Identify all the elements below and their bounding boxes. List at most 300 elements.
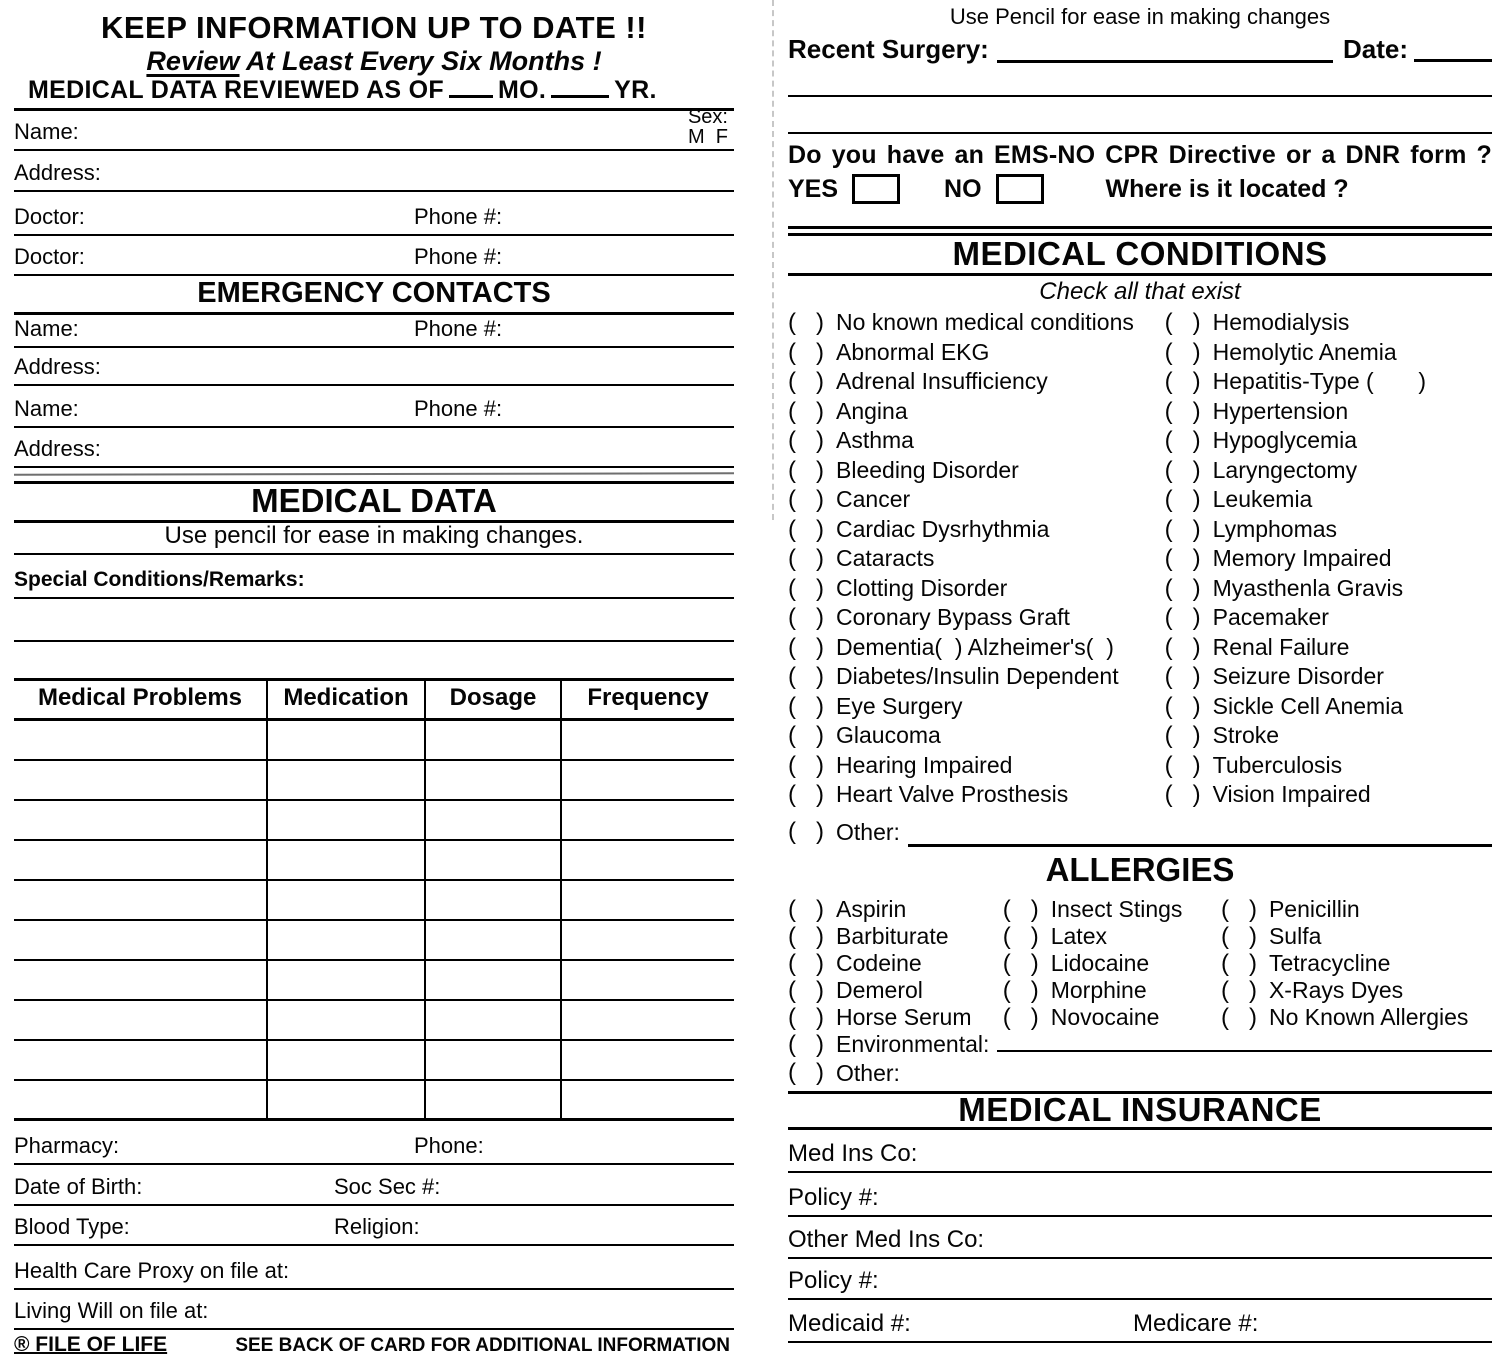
right-page xyxy=(770,0,1500,1355)
condition-label: Eye Surgery xyxy=(836,692,963,719)
allergy-checkbox[interactable]: ( ) xyxy=(788,922,824,950)
medicare-label: Medicare #: xyxy=(1133,1309,1259,1337)
allergy-item xyxy=(1003,950,1221,977)
table-row xyxy=(14,960,734,1000)
condition-item xyxy=(1165,544,1492,574)
doctor-label: Doctor: xyxy=(14,204,85,229)
allergies-other-row xyxy=(788,1058,1492,1094)
table-row xyxy=(14,840,734,880)
dob-label: Date of Birth: xyxy=(14,1174,143,1199)
table-cell xyxy=(267,760,425,800)
allergy-label: X-Rays Dyes xyxy=(1268,976,1404,1003)
other-med-ins-co-row xyxy=(788,1217,1492,1259)
emergency-address2-row xyxy=(14,428,734,468)
condition-label: Heart Valve Prosthesis xyxy=(836,781,1069,807)
table-cell xyxy=(425,800,561,840)
condition-item xyxy=(1165,721,1492,751)
table-cell xyxy=(14,1080,267,1120)
allergy-label: Morphine xyxy=(1050,976,1147,1003)
allergy-label: Tetracycline xyxy=(1268,949,1391,976)
condition-item xyxy=(1165,367,1492,397)
blood-type-row xyxy=(14,1206,734,1246)
other-med-ins-co-label: Other Med Ins Co: xyxy=(788,1225,985,1253)
condition-label: Hypertension xyxy=(1212,397,1349,424)
condition-label: Abnormal EKG xyxy=(836,338,990,365)
policy2-row xyxy=(788,1259,1492,1300)
sex-field xyxy=(688,107,728,147)
condition-checkbox[interactable]: ( ) xyxy=(788,486,824,513)
condition-label: Angina xyxy=(836,397,908,424)
table-cell xyxy=(425,720,561,760)
section-divider xyxy=(788,207,1492,229)
table-cell xyxy=(267,880,425,920)
allergy-checkbox[interactable]: ( ) xyxy=(1220,976,1257,1004)
condition-item xyxy=(788,515,1165,545)
special-conditions-blank-line xyxy=(14,599,734,642)
table-cell xyxy=(267,1000,425,1040)
table-cell xyxy=(561,800,734,840)
condition-label: Vision Impaired xyxy=(1212,781,1371,807)
table-cell xyxy=(14,760,267,800)
table-row xyxy=(14,760,734,800)
condition-checkbox[interactable]: ( ) xyxy=(788,309,824,336)
reviewed-as-of-line xyxy=(14,77,734,111)
condition-item xyxy=(1165,397,1492,427)
table-cell xyxy=(14,880,267,920)
address-row xyxy=(14,151,734,192)
condition-checkbox[interactable]: ( ) xyxy=(1164,781,1201,808)
emergency-contacts-header: EMERGENCY CONTACTS xyxy=(14,276,734,315)
condition-item xyxy=(788,456,1165,486)
table-cell xyxy=(425,960,561,1000)
allergy-checkbox[interactable]: ( ) xyxy=(1002,922,1039,950)
religion-label: Religion: xyxy=(334,1214,420,1239)
condition-checkbox[interactable]: ( ) xyxy=(1164,397,1201,425)
condition-item xyxy=(1165,308,1492,338)
allergy-item xyxy=(1003,1004,1221,1031)
condition-label: Renal Failure xyxy=(1212,633,1350,660)
condition-label: Adrenal Insufficiency xyxy=(836,368,1048,394)
allergy-label: Novocaine xyxy=(1050,1003,1160,1030)
phone-label: Phone #: xyxy=(414,316,503,341)
condition-item xyxy=(788,751,1165,781)
condition-label: Hearing Impaired xyxy=(836,751,1013,778)
condition-item xyxy=(1165,574,1492,604)
month-blank xyxy=(449,78,493,98)
condition-item xyxy=(788,574,1165,604)
table-cell xyxy=(561,1080,734,1120)
condition-item xyxy=(1165,338,1492,368)
allergy-item xyxy=(1221,1004,1492,1031)
living-will-row xyxy=(14,1290,734,1330)
recent-surgery-row xyxy=(788,30,1492,62)
allergy-label: Penicillin xyxy=(1268,895,1360,922)
phone-label: Phone #: xyxy=(414,396,503,421)
living-will-label: Living Will on file at: xyxy=(14,1298,209,1323)
table-header-cell: Dosage xyxy=(425,680,561,720)
condition-label: Clotting Disorder xyxy=(836,574,1008,601)
table-cell xyxy=(561,840,734,880)
reviewed-prefix: MEDICAL DATA REVIEWED AS OF xyxy=(28,76,444,104)
condition-checkbox[interactable]: ( ) xyxy=(788,397,824,425)
allergy-checkbox[interactable]: ( ) xyxy=(1002,949,1039,977)
medical-data-header: MEDICAL DATA xyxy=(14,481,734,523)
condition-label: Hypoglycemia xyxy=(1212,427,1358,453)
condition-label: Leukemia xyxy=(1212,486,1313,512)
condition-item xyxy=(1165,515,1492,545)
med-ins-co-label: Med Ins Co: xyxy=(788,1139,918,1167)
allergies-column-1 xyxy=(788,896,1003,1031)
allergy-checkbox[interactable]: ( ) xyxy=(1220,1003,1257,1031)
table-cell xyxy=(561,720,734,760)
allergy-item xyxy=(788,923,1003,950)
condition-item xyxy=(1165,780,1492,810)
other-label: Other: xyxy=(836,818,900,845)
table-row xyxy=(14,1080,734,1120)
table-header-cell: Medication xyxy=(267,680,425,720)
condition-item xyxy=(1165,426,1492,456)
environmental-label: Environmental: xyxy=(836,1030,990,1057)
conditions-other-row xyxy=(788,810,1492,846)
table-cell xyxy=(14,800,267,840)
condition-label: Hemolytic Anemia xyxy=(1212,338,1397,365)
table-cell xyxy=(561,960,734,1000)
doctor-label: Doctor: xyxy=(14,244,85,269)
medications-table xyxy=(14,678,734,1121)
allergy-item xyxy=(788,950,1003,977)
surgery-blank-line-1 xyxy=(788,62,1492,97)
name-label: Name: xyxy=(14,396,79,421)
table-cell xyxy=(425,760,561,800)
policy-label: Policy #: xyxy=(788,1183,879,1211)
condition-item xyxy=(788,544,1165,574)
condition-checkbox[interactable]: ( ) xyxy=(788,545,824,572)
blood-type-label: Blood Type: xyxy=(14,1214,130,1239)
allergy-checkbox[interactable]: ( ) xyxy=(788,976,824,1004)
allergy-label: Lidocaine xyxy=(1050,949,1150,976)
date-blank xyxy=(1414,54,1492,62)
table-cell xyxy=(267,1080,425,1120)
table-row xyxy=(14,720,734,760)
no-label: NO xyxy=(944,174,982,203)
special-conditions-label: Special Conditions/Remarks: xyxy=(14,568,305,591)
condition-checkbox[interactable]: ( ) xyxy=(1164,545,1201,572)
condition-label: Coronary Bypass Graft xyxy=(836,604,1070,630)
condition-label: Cancer xyxy=(836,486,911,512)
condition-item xyxy=(1165,662,1492,692)
condition-label: Bleeding Disorder xyxy=(836,456,1019,483)
sex-label: Sex: xyxy=(687,106,728,128)
allergies-columns xyxy=(788,896,1492,1031)
special-conditions-row xyxy=(14,555,734,599)
condition-item xyxy=(1165,692,1492,722)
condition-checkbox[interactable]: ( ) xyxy=(788,368,824,395)
condition-checkbox[interactable]: ( ) xyxy=(788,692,824,720)
condition-label: Cataracts xyxy=(836,545,935,571)
condition-item xyxy=(788,485,1165,515)
table-cell xyxy=(561,760,734,800)
allergy-item xyxy=(1221,950,1492,977)
table-cell xyxy=(425,840,561,880)
allergies-header: ALLERGIES xyxy=(1045,850,1235,888)
allergy-label: Aspirin xyxy=(836,895,907,922)
condition-label: Asthma xyxy=(836,427,914,453)
allergy-label: Demerol xyxy=(836,976,923,1003)
left-page xyxy=(0,0,744,1355)
condition-label: Laryngectomy xyxy=(1212,456,1358,483)
allergy-label: Barbiturate xyxy=(836,922,949,949)
proxy-label: Health Care Proxy on file at: xyxy=(14,1258,290,1283)
medical-insurance-header: MEDICAL INSURANCE xyxy=(788,1094,1492,1130)
condition-checkbox[interactable]: ( ) xyxy=(788,781,824,808)
allergy-checkbox[interactable]: ( ) xyxy=(1220,922,1257,950)
other-label: Other: xyxy=(836,1059,900,1086)
condition-item xyxy=(1165,751,1492,781)
table-cell xyxy=(267,840,425,880)
phone-label: Phone #: xyxy=(414,204,503,229)
pencil-note-right: Use Pencil for ease in making changes xyxy=(949,4,1331,29)
condition-label: Dementia( ) Alzheimer's( ) xyxy=(836,633,1114,660)
condition-checkbox[interactable]: ( ) xyxy=(1164,427,1201,454)
dnr-question: Do you have an EMS-NO CPR Directive or a DNR form ? xyxy=(788,141,1492,169)
allergy-checkbox[interactable]: ( ) xyxy=(1002,976,1039,1004)
condition-checkbox[interactable]: ( ) xyxy=(1164,309,1201,336)
surgery-blank-line-2 xyxy=(788,97,1492,134)
health-care-proxy-row xyxy=(14,1246,734,1290)
condition-item xyxy=(788,692,1165,722)
table-row xyxy=(14,1000,734,1040)
dob-row xyxy=(14,1165,734,1206)
condition-checkbox[interactable]: ( ) xyxy=(788,604,824,631)
allergy-checkbox[interactable]: ( ) xyxy=(1220,949,1257,977)
condition-label: Tuberculosis xyxy=(1212,751,1343,778)
review-word: Review xyxy=(146,46,240,76)
table-cell xyxy=(14,920,267,960)
condition-checkbox[interactable]: ( ) xyxy=(1164,722,1201,749)
table-cell xyxy=(14,1000,267,1040)
condition-label: Seizure Disorder xyxy=(1212,663,1384,689)
policy-label: Policy #: xyxy=(788,1266,879,1294)
medical-conditions-header: MEDICAL CONDITIONS xyxy=(788,233,1492,276)
allergy-item xyxy=(1221,923,1492,950)
table-cell xyxy=(561,1000,734,1040)
address-label: Address: xyxy=(14,354,101,379)
see-back-note: SEE BACK OF CARD FOR ADDITIONAL INFORMATION xyxy=(235,1335,730,1355)
table-cell xyxy=(14,720,267,760)
table-row xyxy=(14,880,734,920)
name-label: Name: xyxy=(14,119,79,144)
allergy-checkbox[interactable]: ( ) xyxy=(788,1003,824,1031)
allergy-label: No Known Allergies xyxy=(1268,1003,1469,1030)
yr-label: YR. xyxy=(614,76,657,104)
allergy-item xyxy=(1003,896,1221,923)
condition-checkbox[interactable]: ( ) xyxy=(788,574,824,602)
condition-checkbox[interactable]: ( ) xyxy=(1164,604,1201,631)
condition-checkbox[interactable]: ( ) xyxy=(788,663,824,690)
condition-item xyxy=(788,633,1165,663)
condition-label: Glaucoma xyxy=(836,722,941,748)
condition-item xyxy=(788,426,1165,456)
condition-label: Memory Impaired xyxy=(1212,545,1392,571)
phone-label: Phone: xyxy=(414,1133,484,1158)
allergies-column-2 xyxy=(1003,896,1221,1031)
review-rest: At Least Every Six Months ! xyxy=(239,46,602,76)
condition-checkbox[interactable]: ( ) xyxy=(1164,338,1201,366)
file-of-life-brand: ® FILE OF LIFE xyxy=(14,1333,168,1355)
table-row xyxy=(14,800,734,840)
medicaid-medicare-row xyxy=(788,1300,1492,1343)
table-cell xyxy=(425,920,561,960)
condition-item xyxy=(788,780,1165,810)
other-blank xyxy=(908,837,1492,847)
condition-checkbox[interactable]: ( ) xyxy=(788,751,824,779)
pencil-note-text: Use pencil for ease in making changes. xyxy=(164,522,584,549)
conditions-columns xyxy=(788,308,1492,810)
yes-label: YES xyxy=(788,174,839,203)
allergy-label: Codeine xyxy=(836,949,922,976)
table-cell xyxy=(267,720,425,760)
condition-checkbox[interactable]: ( ) xyxy=(1164,368,1201,395)
pharmacy-label: Pharmacy: xyxy=(14,1133,120,1158)
allergy-label: Horse Serum xyxy=(836,1003,972,1030)
table-cell xyxy=(267,800,425,840)
allergy-checkbox[interactable]: ( ) xyxy=(788,1030,824,1058)
condition-item xyxy=(788,603,1165,633)
allergy-checkbox[interactable]: ( ) xyxy=(788,1058,824,1086)
condition-checkbox[interactable]: ( ) xyxy=(788,427,824,454)
allergy-item xyxy=(788,896,1003,923)
sex-options: M F xyxy=(687,126,728,148)
review-reminder xyxy=(14,46,734,77)
condition-label: Myasthenla Gravis xyxy=(1212,574,1404,601)
condition-checkbox[interactable]: ( ) xyxy=(1164,515,1201,543)
condition-label: Diabetes/Insulin Dependent xyxy=(836,663,1119,689)
yes-checkbox[interactable] xyxy=(852,174,900,204)
condition-label: Hepatitis-Type ( ) xyxy=(1212,368,1427,394)
condition-label: Lymphomas xyxy=(1212,515,1338,542)
allergy-label: Insect Stings xyxy=(1050,895,1183,922)
allergy-item xyxy=(1003,923,1221,950)
no-checkbox[interactable] xyxy=(996,174,1044,204)
doctor1-row xyxy=(14,192,734,236)
allergy-checkbox[interactable]: ( ) xyxy=(1002,895,1039,923)
allergy-item xyxy=(1221,977,1492,1004)
mo-label: MO. xyxy=(497,76,547,104)
condition-checkbox[interactable]: ( ) xyxy=(1164,751,1201,779)
condition-label: No known medical conditions xyxy=(836,309,1134,335)
date-label: Date: xyxy=(1342,34,1408,64)
scan-seam xyxy=(14,472,734,476)
table-cell xyxy=(14,960,267,1000)
where-located-label: Where is it located ? xyxy=(1105,174,1349,203)
emergency-address1-row xyxy=(14,348,734,386)
emergency-name1-row xyxy=(14,315,734,348)
conditions-left-column xyxy=(788,308,1165,810)
table-header-cell: Medical Problems xyxy=(14,680,267,720)
table-cell xyxy=(267,1040,425,1080)
policy1-row xyxy=(788,1173,1492,1217)
condition-item xyxy=(1165,456,1492,486)
condition-item xyxy=(788,338,1165,368)
condition-item xyxy=(1165,633,1492,663)
condition-checkbox[interactable]: ( ) xyxy=(1164,692,1201,720)
table-cell xyxy=(267,960,425,1000)
condition-label: Sickle Cell Anemia xyxy=(1212,692,1404,719)
table-header-cell: Frequency xyxy=(561,680,734,720)
table-row xyxy=(14,920,734,960)
environmental-allergy-row xyxy=(788,1031,1492,1058)
condition-item xyxy=(788,367,1165,397)
pharmacy-row xyxy=(14,1121,734,1165)
table-cell xyxy=(425,1080,561,1120)
med-ins-co-row xyxy=(788,1130,1492,1173)
name-label: Name: xyxy=(14,316,79,341)
page-title: KEEP INFORMATION UP TO DATE !! xyxy=(100,10,648,45)
address-label: Address: xyxy=(14,160,101,185)
condition-item xyxy=(788,662,1165,692)
table-cell xyxy=(561,1040,734,1080)
table-cell xyxy=(14,1040,267,1080)
table-cell xyxy=(561,920,734,960)
doctor2-row xyxy=(14,236,734,276)
recent-surgery-label: Recent Surgery: xyxy=(788,34,989,64)
condition-item xyxy=(1165,485,1492,515)
allergy-checkbox[interactable]: ( ) xyxy=(1002,1003,1039,1031)
allergy-checkbox[interactable]: ( ) xyxy=(1220,895,1257,923)
table-header-row xyxy=(14,680,734,720)
condition-checkbox[interactable]: ( ) xyxy=(788,338,824,366)
condition-label: Pacemaker xyxy=(1212,604,1329,630)
emergency-name2-row xyxy=(14,386,734,428)
name-row xyxy=(14,106,734,151)
condition-checkbox[interactable]: ( ) xyxy=(788,456,824,484)
condition-item xyxy=(1165,603,1492,633)
condition-item xyxy=(788,397,1165,427)
table-cell xyxy=(267,920,425,960)
condition-checkbox[interactable]: ( ) xyxy=(1164,574,1201,602)
allergy-item xyxy=(1003,977,1221,1004)
condition-label: Hemodialysis xyxy=(1212,309,1350,335)
condition-checkbox[interactable]: ( ) xyxy=(788,817,824,845)
condition-checkbox[interactable]: ( ) xyxy=(1164,456,1201,484)
year-blank xyxy=(551,78,609,98)
spacer xyxy=(14,642,734,678)
condition-checkbox[interactable]: ( ) xyxy=(1164,663,1201,690)
allergy-checkbox[interactable]: ( ) xyxy=(788,949,824,977)
condition-item xyxy=(788,721,1165,751)
table-cell xyxy=(561,880,734,920)
conditions-right-column xyxy=(1165,308,1492,810)
allergy-label: Sulfa xyxy=(1268,922,1322,949)
condition-checkbox[interactable]: ( ) xyxy=(788,722,824,749)
condition-checkbox[interactable]: ( ) xyxy=(788,515,824,543)
medicaid-label: Medicaid #: xyxy=(788,1309,911,1337)
condition-checkbox[interactable]: ( ) xyxy=(1164,486,1201,513)
allergies-column-3 xyxy=(1221,896,1492,1031)
allergy-item xyxy=(788,977,1003,1004)
condition-checkbox[interactable]: ( ) xyxy=(1164,633,1201,661)
condition-label: Stroke xyxy=(1212,722,1280,748)
condition-checkbox[interactable]: ( ) xyxy=(788,633,824,661)
phone-label: Phone #: xyxy=(414,244,503,269)
condition-item xyxy=(788,308,1165,338)
footer xyxy=(14,1330,734,1355)
environmental-blank xyxy=(997,1046,1492,1052)
condition-label: Cardiac Dysrhythmia xyxy=(836,515,1050,542)
table-cell xyxy=(425,1040,561,1080)
allergy-checkbox[interactable]: ( ) xyxy=(788,895,824,923)
check-all-subtitle: Check all that exist xyxy=(1039,278,1241,305)
